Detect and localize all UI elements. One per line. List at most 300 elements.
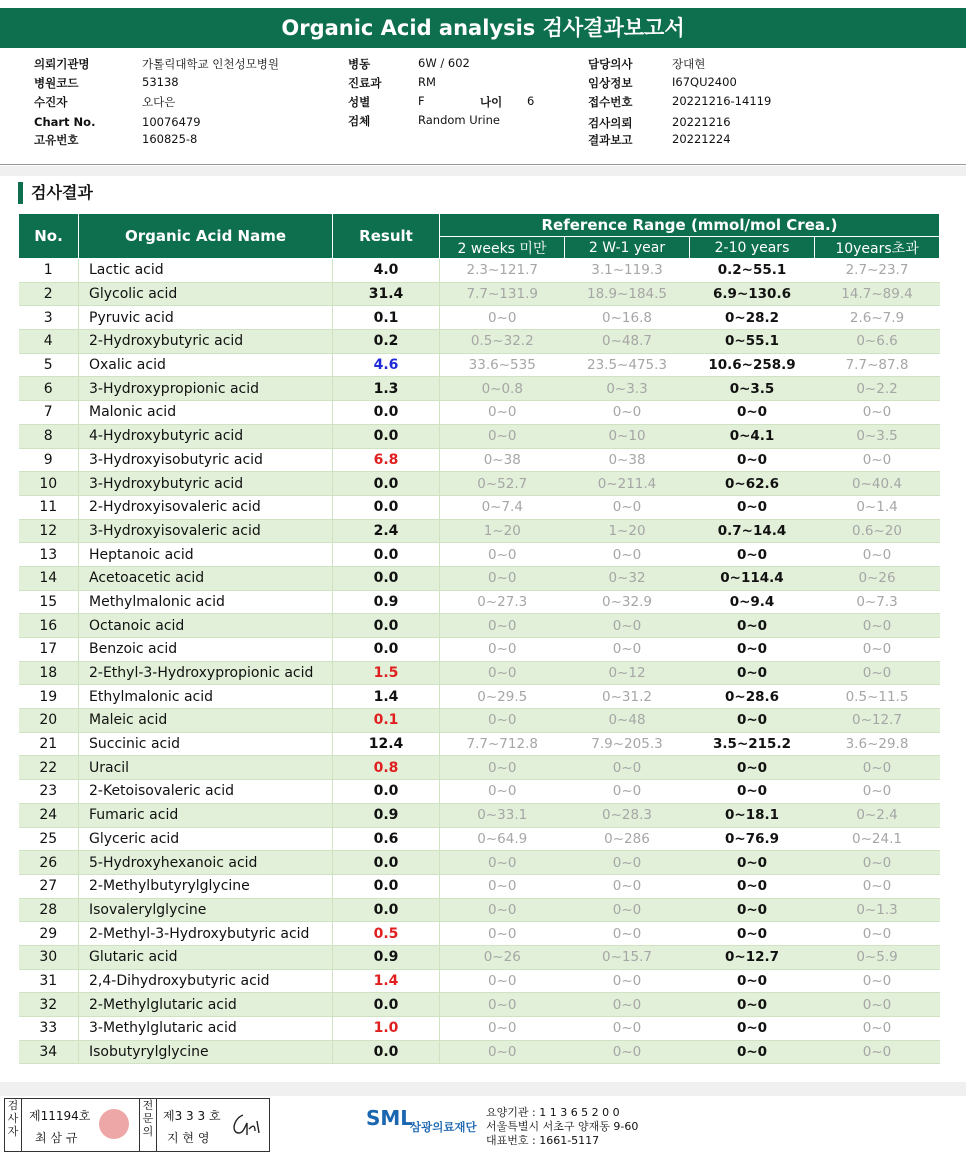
result-value: 12.4	[333, 732, 440, 756]
acid-name: 2-Ketoisovaleric acid	[79, 780, 333, 804]
result-value: 1.5	[333, 661, 440, 685]
table-row	[19, 661, 940, 685]
reference-range: 0~0	[440, 1017, 565, 1041]
table-row	[19, 330, 940, 354]
unique-label: 고유번호	[34, 133, 79, 147]
result-value: 1.0	[333, 1017, 440, 1041]
reference-range: 0~0	[815, 1017, 940, 1041]
reference-range: 0~2.2	[815, 377, 940, 401]
acid-name: 5-Hydroxyhexanoic acid	[79, 851, 333, 875]
reference-range: 0~12.7	[815, 709, 940, 733]
reference-range: 0~0	[440, 306, 565, 330]
reference-range: 3.6~29.8	[815, 732, 940, 756]
acid-name: Glycolic acid	[79, 282, 333, 306]
header-ref-col: 2 weeks 미만	[440, 237, 565, 259]
reference-range: 7.9~205.3	[565, 732, 690, 756]
age-value: 6	[527, 94, 535, 108]
row-number: 27	[19, 874, 79, 898]
doctor-label: 담당의사	[588, 57, 633, 71]
examinee-value: 오다은	[142, 95, 176, 109]
row-number: 19	[19, 685, 79, 709]
reference-range: 2.7~23.7	[815, 259, 940, 283]
header-reference-range: Reference Range (mmol/mol Crea.)	[440, 214, 940, 237]
table-row	[19, 353, 940, 377]
acid-name: Glyceric acid	[79, 827, 333, 851]
header-ref-col: 2-10 years	[690, 237, 815, 259]
reference-range: 0~0	[815, 780, 940, 804]
reference-range: 0~7.4	[440, 495, 565, 519]
reference-range: 0~2.4	[815, 803, 940, 827]
table-row	[19, 827, 940, 851]
sex-value: F	[418, 94, 425, 108]
reference-range: 0~0	[565, 401, 690, 425]
result-value: 0.0	[333, 472, 440, 496]
unique-value: 160825-8	[142, 132, 198, 146]
reference-range: 0~4.1	[690, 424, 815, 448]
acid-name: 2-Methylbutyrylglycine	[79, 874, 333, 898]
table-row	[19, 614, 940, 638]
inspector-number: 제11194호	[29, 1109, 91, 1123]
reference-range: 0.7~14.4	[690, 519, 815, 543]
reference-range: 18.9~184.5	[565, 282, 690, 306]
result-value: 0.0	[333, 1040, 440, 1064]
result-value: 1.4	[333, 969, 440, 993]
reference-range: 0~0	[815, 922, 940, 946]
reference-range: 0~0	[690, 851, 815, 875]
footer-band	[0, 1082, 966, 1096]
acid-name: Lactic acid	[79, 259, 333, 283]
result-value: 0.0	[333, 424, 440, 448]
result-value: 0.2	[333, 330, 440, 354]
reference-range: 0~0	[440, 898, 565, 922]
reference-range: 0~0	[815, 661, 940, 685]
acid-name: Methylmalonic acid	[79, 590, 333, 614]
acid-name: Fumaric acid	[79, 803, 333, 827]
row-number: 2	[19, 282, 79, 306]
reference-range: 0~12.7	[690, 945, 815, 969]
reference-range: 0~0	[565, 851, 690, 875]
acid-name: 2-Hydroxyisovaleric acid	[79, 495, 333, 519]
reference-range: 2.3~121.7	[440, 259, 565, 283]
result-value: 0.0	[333, 993, 440, 1017]
reference-range: 0~28.6	[690, 685, 815, 709]
reference-range: 0~0	[815, 448, 940, 472]
acid-name: 2-Methyl-3-Hydroxybutyric acid	[79, 922, 333, 946]
reference-range: 7.7~712.8	[440, 732, 565, 756]
result-value: 0.0	[333, 638, 440, 662]
table-row	[19, 874, 940, 898]
reference-range: 1~20	[440, 519, 565, 543]
row-number: 8	[19, 424, 79, 448]
row-number: 20	[19, 709, 79, 733]
row-number: 3	[19, 306, 79, 330]
acid-name: Ethylmalonic acid	[79, 685, 333, 709]
reference-range: 0~26	[440, 945, 565, 969]
row-number: 26	[19, 851, 79, 875]
row-number: 25	[19, 827, 79, 851]
reference-range: 0~0	[690, 756, 815, 780]
reference-range: 0~16.8	[565, 306, 690, 330]
table-row	[19, 495, 940, 519]
report-label: 결과보고	[588, 133, 633, 147]
reference-range: 0~76.9	[690, 827, 815, 851]
table-row	[19, 803, 940, 827]
reference-range: 14.7~89.4	[815, 282, 940, 306]
reference-range: 0~0	[690, 661, 815, 685]
report-value: 20221224	[672, 132, 731, 146]
reference-range: 0~0	[690, 614, 815, 638]
reference-range: 0~0	[440, 614, 565, 638]
result-value: 0.0	[333, 543, 440, 567]
row-number: 17	[19, 638, 79, 662]
row-number: 7	[19, 401, 79, 425]
request-label: 검사의뢰	[588, 116, 633, 130]
reference-range: 0~0	[690, 401, 815, 425]
institution-value: 가톨릭대학교 인천성모병원	[142, 57, 279, 71]
reference-range: 0~3.5	[690, 377, 815, 401]
institution-label: 의뢰기관명	[34, 57, 90, 71]
table-row	[19, 685, 940, 709]
acid-name: Uracil	[79, 756, 333, 780]
table-row	[19, 922, 940, 946]
row-number: 18	[19, 661, 79, 685]
phone: 대표번호 : 1661-5117	[486, 1134, 600, 1147]
acid-name: 3-Methylglutaric acid	[79, 1017, 333, 1041]
chart-value: 10076479	[142, 115, 201, 129]
reference-range: 0~0	[565, 1017, 690, 1041]
reference-range: 0~32.9	[565, 590, 690, 614]
reference-range: 0~15.7	[565, 945, 690, 969]
reference-range: 0~55.1	[690, 330, 815, 354]
reference-range: 1~20	[565, 519, 690, 543]
acid-name: 2-Hydroxybutyric acid	[79, 330, 333, 354]
table-row	[19, 1017, 940, 1041]
reference-range: 0~26	[815, 566, 940, 590]
hospital-code-value: 53138	[142, 75, 179, 89]
reference-range: 0~0	[815, 1040, 940, 1064]
row-number: 1	[19, 259, 79, 283]
reference-range: 0~211.4	[565, 472, 690, 496]
reference-range: 0~0	[690, 874, 815, 898]
table-row	[19, 472, 940, 496]
seal-stamp-icon	[99, 1109, 129, 1139]
reference-range: 0~0	[565, 543, 690, 567]
row-number: 31	[19, 969, 79, 993]
reference-range: 0~0	[565, 993, 690, 1017]
reference-range: 0~0	[815, 756, 940, 780]
specialist-name: 지 현 영	[167, 1131, 210, 1145]
reference-range: 0~9.4	[690, 590, 815, 614]
reference-range: 0~0	[690, 543, 815, 567]
acid-name: Isovalerylglycine	[79, 898, 333, 922]
ward-value: 6W / 602	[418, 56, 470, 70]
org-contact	[486, 1106, 638, 1148]
acid-name: 3-Hydroxybutyric acid	[79, 472, 333, 496]
reference-range: 0~40.4	[815, 472, 940, 496]
reference-range: 0~0	[440, 566, 565, 590]
row-number: 30	[19, 945, 79, 969]
dept-value: RM	[418, 75, 436, 89]
inspector-name: 최 삼 규	[35, 1131, 78, 1145]
header-no: No.	[19, 214, 79, 259]
header-result: Result	[333, 214, 440, 259]
reference-range: 0~24.1	[815, 827, 940, 851]
signature-box	[4, 1098, 270, 1152]
specimen-value: Random Urine	[418, 113, 500, 127]
result-value: 0.1	[333, 306, 440, 330]
table-row	[19, 590, 940, 614]
result-value: 4.6	[333, 353, 440, 377]
ward-label: 병동	[348, 57, 371, 71]
result-value: 0.6	[333, 827, 440, 851]
result-value: 0.0	[333, 495, 440, 519]
row-number: 33	[19, 1017, 79, 1041]
result-value: 0.1	[333, 709, 440, 733]
reference-range: 0~7.3	[815, 590, 940, 614]
specialist-label: 전문의	[139, 1099, 157, 1151]
row-number: 23	[19, 780, 79, 804]
reference-range: 33.6~535	[440, 353, 565, 377]
acid-name: 3-Hydroxyisovaleric acid	[79, 519, 333, 543]
reference-range: 0.5~11.5	[815, 685, 940, 709]
reference-range: 0~0	[690, 448, 815, 472]
result-value: 0.9	[333, 945, 440, 969]
reference-range: 0~0	[815, 614, 940, 638]
reference-range: 0~0	[565, 874, 690, 898]
acid-name: Succinic acid	[79, 732, 333, 756]
reference-range: 0~0	[690, 709, 815, 733]
reference-range: 0~1.4	[815, 495, 940, 519]
reference-range: 0~0	[565, 756, 690, 780]
reference-range: 0~0	[565, 969, 690, 993]
reference-range: 7.7~87.8	[815, 353, 940, 377]
results-table	[18, 213, 940, 1064]
row-number: 13	[19, 543, 79, 567]
result-value: 0.0	[333, 780, 440, 804]
reference-range: 0~38	[440, 448, 565, 472]
reference-range: 0~0	[440, 969, 565, 993]
reference-range: 0~0	[565, 638, 690, 662]
result-value: 4.0	[333, 259, 440, 283]
reference-range: 0.5~32.2	[440, 330, 565, 354]
sml-logo	[366, 1106, 496, 1146]
result-value: 0.0	[333, 566, 440, 590]
table-row	[19, 638, 940, 662]
reference-range: 23.5~475.3	[565, 353, 690, 377]
reference-range: 0~5.9	[815, 945, 940, 969]
row-number: 28	[19, 898, 79, 922]
sml-logo-text: SML	[366, 1106, 414, 1130]
header-ref-col: 2 W-1 year	[565, 237, 690, 259]
acid-name: Maleic acid	[79, 709, 333, 733]
table-row	[19, 566, 940, 590]
reference-range: 0.2~55.1	[690, 259, 815, 283]
reference-range: 2.6~7.9	[815, 306, 940, 330]
reference-range: 0~6.6	[815, 330, 940, 354]
acid-name: Oxalic acid	[79, 353, 333, 377]
reference-range: 0~0	[690, 898, 815, 922]
clinical-value: I67QU2400	[672, 75, 737, 89]
result-value: 0.8	[333, 756, 440, 780]
acid-name: 4-Hydroxybutyric acid	[79, 424, 333, 448]
result-value: 31.4	[333, 282, 440, 306]
row-number: 34	[19, 1040, 79, 1064]
reference-range: 0~48	[565, 709, 690, 733]
reference-range: 0~0	[815, 543, 940, 567]
row-number: 5	[19, 353, 79, 377]
section-title: 검사결과	[18, 182, 93, 204]
reference-range: 0~0	[440, 401, 565, 425]
row-number: 14	[19, 566, 79, 590]
sex-label: 성별	[348, 95, 371, 109]
row-number: 10	[19, 472, 79, 496]
reference-range: 0~0	[690, 495, 815, 519]
receipt-value: 20221216-14119	[672, 94, 772, 108]
dept-label: 진료과	[348, 76, 382, 90]
reference-range: 0~114.4	[690, 566, 815, 590]
reference-range: 0~1.3	[815, 898, 940, 922]
result-value: 0.0	[333, 401, 440, 425]
reference-range: 0~0	[440, 780, 565, 804]
result-value: 0.0	[333, 614, 440, 638]
reference-range: 0~12	[565, 661, 690, 685]
receipt-label: 접수번호	[588, 95, 633, 109]
reference-range: 0~64.9	[440, 827, 565, 851]
reference-range: 0.6~20	[815, 519, 940, 543]
table-row	[19, 945, 940, 969]
reference-range: 0~0	[565, 614, 690, 638]
org-name: 삼광의료재단	[410, 1120, 477, 1134]
table-row	[19, 401, 940, 425]
acid-name: 2-Ethyl-3-Hydroxypropionic acid	[79, 661, 333, 685]
reference-range: 0~0	[690, 1040, 815, 1064]
row-number: 4	[19, 330, 79, 354]
clinical-label: 임상정보	[588, 76, 633, 90]
divider	[0, 164, 966, 165]
reference-range: 3.1~119.3	[565, 259, 690, 283]
reference-range: 10.6~258.9	[690, 353, 815, 377]
result-value: 0.9	[333, 590, 440, 614]
inspector-label: 검사자	[5, 1099, 22, 1151]
reference-range: 0~0	[690, 1017, 815, 1041]
acid-name: 3-Hydroxyisobutyric acid	[79, 448, 333, 472]
reference-range: 0~10	[565, 424, 690, 448]
doctor-value: 장대현	[672, 57, 706, 71]
reference-range: 0~0	[440, 709, 565, 733]
reference-range: 0~0	[815, 969, 940, 993]
reference-range: 0~0	[815, 638, 940, 662]
table-row	[19, 709, 940, 733]
acid-name: 3-Hydroxypropionic acid	[79, 377, 333, 401]
reference-range: 0~32	[565, 566, 690, 590]
reference-range: 0~0.8	[440, 377, 565, 401]
header-name: Organic Acid Name	[79, 214, 333, 259]
reference-range: 0~0	[690, 993, 815, 1017]
reference-range: 0~286	[565, 827, 690, 851]
specimen-label: 검체	[348, 114, 371, 128]
reference-range: 0~18.1	[690, 803, 815, 827]
table-row	[19, 377, 940, 401]
address: 서울특별시 서초구 양재동 9-60	[486, 1120, 639, 1133]
result-value: 6.8	[333, 448, 440, 472]
reference-range: 0~0	[815, 874, 940, 898]
result-value: 2.4	[333, 519, 440, 543]
examinee-label: 수진자	[34, 95, 68, 109]
reference-range: 0~0	[440, 543, 565, 567]
reference-range: 6.9~130.6	[690, 282, 815, 306]
row-number: 9	[19, 448, 79, 472]
specialist-number: 제3 3 3 호	[163, 1109, 221, 1123]
table-row	[19, 756, 940, 780]
reference-range: 0~38	[565, 448, 690, 472]
table-row	[19, 993, 940, 1017]
patient-info	[0, 56, 966, 152]
result-value: 0.9	[333, 803, 440, 827]
table-row	[19, 424, 940, 448]
separator-band	[0, 166, 966, 176]
row-number: 32	[19, 993, 79, 1017]
reference-range: 0~0	[815, 851, 940, 875]
reference-range: 0~0	[565, 898, 690, 922]
table-row	[19, 448, 940, 472]
acid-name: Malonic acid	[79, 401, 333, 425]
reference-range: 0~0	[440, 424, 565, 448]
row-number: 29	[19, 922, 79, 946]
result-value: 0.0	[333, 898, 440, 922]
reference-range: 0~0	[690, 638, 815, 662]
acid-name: 2-Methylglutaric acid	[79, 993, 333, 1017]
agency-code: 요양기관 : 1 1 3 6 5 2 0 0	[486, 1106, 620, 1119]
reference-range: 0~0	[565, 780, 690, 804]
reference-range: 0~28.2	[690, 306, 815, 330]
table-row	[19, 519, 940, 543]
reference-range: 0~0	[690, 969, 815, 993]
reference-range: 0~0	[440, 1040, 565, 1064]
table-row	[19, 969, 940, 993]
table-row	[19, 543, 940, 567]
table-row	[19, 1040, 940, 1064]
acid-name: Glutaric acid	[79, 945, 333, 969]
reference-range: 0~3.5	[815, 424, 940, 448]
request-value: 20221216	[672, 115, 731, 129]
reference-range: 0~0	[815, 401, 940, 425]
table-row	[19, 898, 940, 922]
row-number: 22	[19, 756, 79, 780]
reference-range: 0~0	[440, 756, 565, 780]
reference-range: 0~0	[440, 993, 565, 1017]
row-number: 21	[19, 732, 79, 756]
reference-range: 0~29.5	[440, 685, 565, 709]
result-value: 1.4	[333, 685, 440, 709]
reference-range: 0~0	[690, 780, 815, 804]
reference-range: 0~0	[690, 922, 815, 946]
reference-range: 0~3.3	[565, 377, 690, 401]
reference-range: 0~48.7	[565, 330, 690, 354]
hospital-code-label: 병원코드	[34, 76, 79, 90]
reference-range: 0~52.7	[440, 472, 565, 496]
table-row	[19, 259, 940, 283]
reference-range: 0~0	[565, 922, 690, 946]
reference-range: 0~28.3	[565, 803, 690, 827]
report-title: Organic Acid analysis 검사결과보고서	[0, 8, 966, 48]
row-number: 24	[19, 803, 79, 827]
acid-name: Isobutyrylglycine	[79, 1040, 333, 1064]
row-number: 16	[19, 614, 79, 638]
result-value: 1.3	[333, 377, 440, 401]
table-row	[19, 851, 940, 875]
reference-range: 0~0	[565, 495, 690, 519]
acid-name: 2,4-Dihydroxybutyric acid	[79, 969, 333, 993]
